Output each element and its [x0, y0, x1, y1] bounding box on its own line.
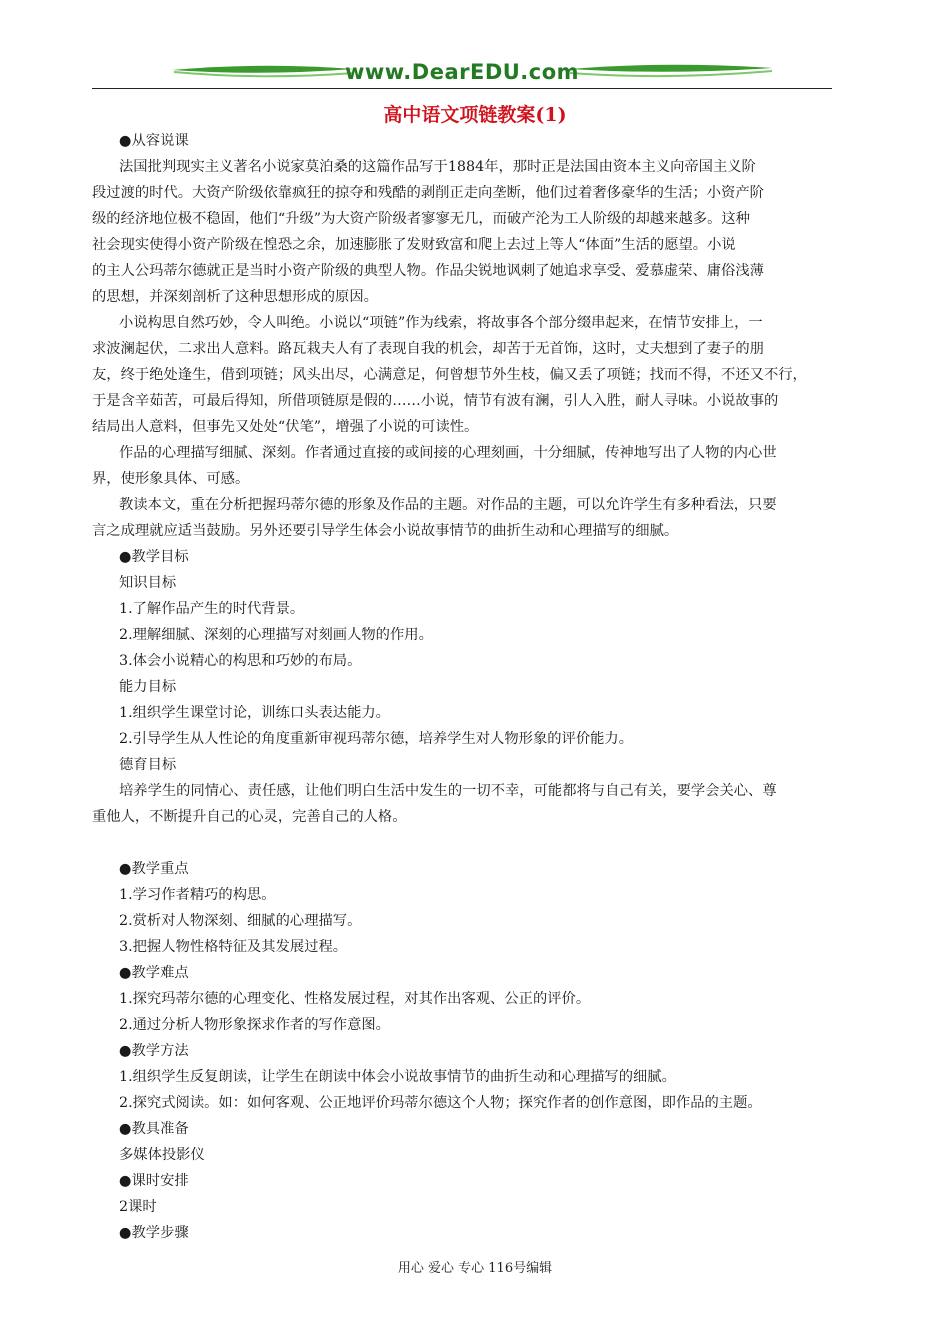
paragraph-line: 社会现实使得小资产阶级在惶恐之余，加速膨胀了发财致富和爬上去过上等人“体面”生活的愿望。小说	[92, 237, 736, 253]
paragraph-line: 1.了解作品产生的时代背景。	[119, 601, 305, 617]
paragraph-line: 作品的心理描写细腻、深刻。作者通过直接的或间接的心理刻画，十分细腻，传神地写出了人物的内心世	[119, 445, 777, 461]
paragraph-line: 1.探究玛蒂尔德的心理变化、性格发展过程，对其作出客观、公正的评价。	[119, 991, 591, 1007]
paragraph-line: 教读本文，重在分析把握玛蒂尔德的形象及作品的主题。对作品的主题，可以允许学生有多种看法，只要	[119, 497, 777, 513]
paragraph-line: 级的经济地位极不稳固，他们“升级”为大资产阶级者寥寥无几，而破产沦为工人阶级的却越来越多。这种	[92, 211, 750, 227]
header-divider	[92, 88, 832, 89]
paragraph-line: 2课时	[119, 1199, 157, 1215]
paragraph-line: ●教学重点	[119, 861, 189, 877]
paragraph-line: 3.把握人物性格特征及其发展过程。	[119, 939, 348, 955]
paragraph-line: 法国批判现实主义著名小说家莫泊桑的这篇作品写于1884年，那时正是法国由资本主义向帝国主义阶	[119, 159, 756, 175]
paragraph-line: 多媒体投影仪	[119, 1147, 205, 1163]
paragraph-line: 求波澜起伏，二求出人意料。路瓦栽夫人有了表现自我的机会，却苦于无首饰，这时，丈夫想到了妻子的朋	[92, 341, 764, 357]
page-title: 高中语文项链教案(1)	[383, 104, 567, 126]
paragraph-line: 2.引导学生从人性论的角度重新审视玛蒂尔德，培养学生对人物形象的评价能力。	[119, 731, 634, 747]
document-body	[92, 128, 862, 1246]
paragraph-line: 3.体会小说精心的构思和巧妙的布局。	[119, 653, 362, 669]
paragraph-line: 2.探究式阅读。如：如何客观、公正地评价玛蒂尔德这个人物；探究作者的创作意图，即作品的主题。	[119, 1095, 762, 1111]
paragraph-line: ●教学步骤	[119, 1225, 189, 1241]
paragraph-line: 段过渡的时代。大资产阶级依靠疯狂的掠夺和残酷的剥削正走向垄断，他们过着奢侈豪华的生活；小资产阶	[92, 185, 764, 201]
paragraph-line: 友，终于绝处逢生，借到项链；风头出尽，心满意足，何曾想节外生枝，偏又丢了项链；找而不得，不还又不行，	[92, 367, 807, 383]
paragraph-line: 小说构思自然巧妙，令人叫绝。小说以“项链”作为线索，将故事各个部分缀串起来，在情节安排上，一	[119, 315, 763, 331]
paragraph-line: 言之成理就应适当鼓励。另外还要引导学生体会小说故事情节的曲折生动和心理描写的细腻。	[92, 523, 679, 539]
paragraph-line: 结局出人意料，但事先又处处“伏笔”，增强了小说的可读性。	[92, 419, 479, 435]
paragraph-line: 德育目标	[119, 757, 177, 773]
paragraph-line: ●教学目标	[119, 549, 189, 565]
page-footer: 用心 爱心 专心 116号编辑	[397, 1261, 553, 1276]
paragraph-line: 能力目标	[119, 679, 177, 695]
paragraph-line: 的主人公玛蒂尔德就正是当时小资产阶级的典型人物。作品尖锐地讽刺了她追求享受、爱慕虚荣、庸俗浅薄	[92, 263, 764, 279]
paragraph-line: 的思想，并深刻剖析了这种思想形成的原因。	[92, 289, 378, 305]
paragraph-line: 知识目标	[119, 575, 177, 591]
blank-line	[92, 830, 862, 856]
paragraph-line: 1.组织学生课堂讨论，训练口头表达能力。	[119, 705, 390, 721]
paragraph-line: ●教学难点	[119, 965, 189, 981]
paragraph-line: 2.赏析对人物深刻、细腻的心理描写。	[119, 913, 362, 929]
paragraph-line: ●教具准备	[119, 1121, 189, 1137]
paragraph-line: 1.学习作者精巧的构思。	[119, 887, 276, 903]
paragraph-line: ●教学方法	[119, 1043, 189, 1059]
paragraph-line: ●课时安排	[119, 1173, 189, 1189]
paragraph-line: 2.理解细腻、深刻的心理描写对刻画人物的作用。	[119, 627, 433, 643]
paragraph-line: 培养学生的同情心、责任感，让他们明白生活中发生的一切不幸，可能都将与自己有关，要学会关心、尊	[119, 783, 777, 799]
paragraph-line: 2.通过分析人物形象探求作者的写作意图。	[119, 1017, 390, 1033]
paragraph-line: 1.组织学生反复朗读，让学生在朗读中体会小说故事情节的曲折生动和心理描写的细腻。	[119, 1069, 676, 1085]
paragraph-line: 界，使形象具体、可感。	[92, 471, 250, 487]
paragraph-line: ●从容说课	[119, 133, 189, 149]
site-logo-text: www.DearEDU.com	[344, 60, 580, 84]
paragraph-line: 重他人，不断提升自己的心灵，完善自己的人格。	[92, 809, 407, 825]
paragraph-line: 于是含辛茹苦，可最后得知，所借项链原是假的……小说，情节有波有澜，引人入胜，耐人寻味。小说故事的	[92, 393, 779, 409]
